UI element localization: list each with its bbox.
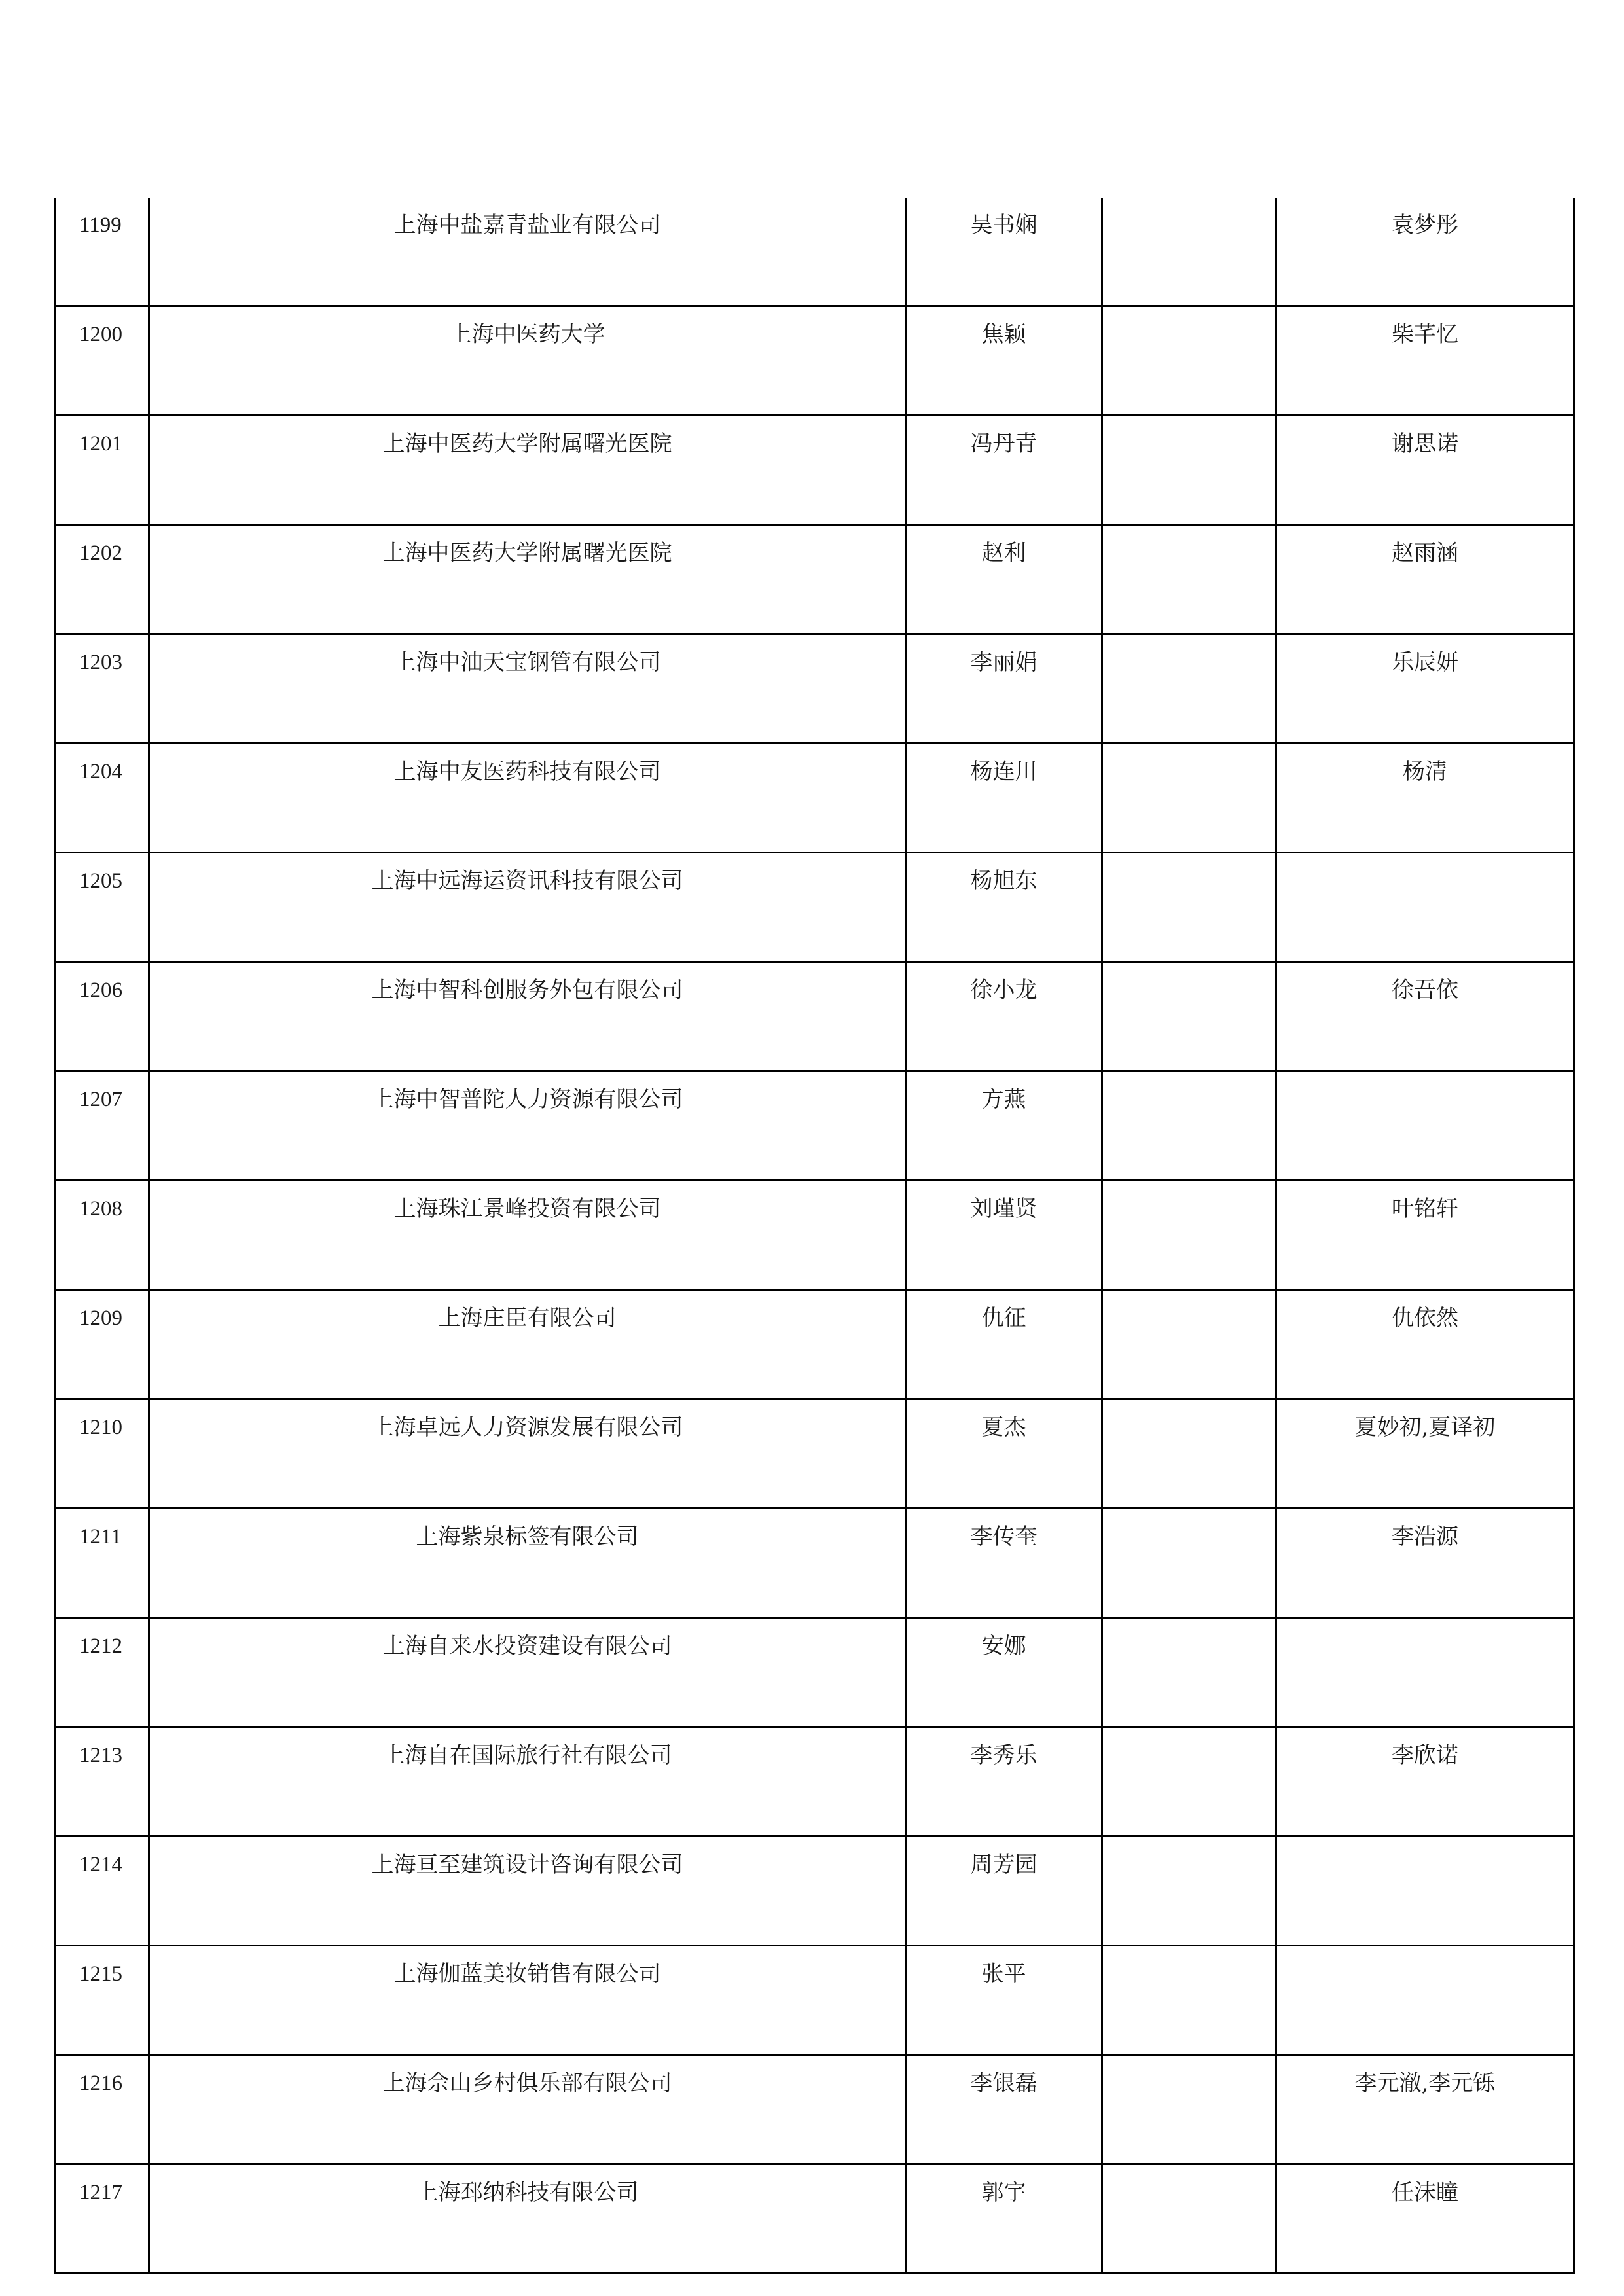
child-cell: 杨清 [1276, 744, 1574, 853]
row-number-cell: 1210 [55, 1399, 149, 1509]
child-cell: 叶铭轩 [1276, 1181, 1574, 1290]
row-number-cell: 1212 [55, 1618, 149, 1727]
blank-cell [1102, 853, 1276, 962]
child-cell: 李浩源 [1276, 1509, 1574, 1618]
name-cell: 夏杰 [906, 1399, 1102, 1509]
child-cell: 李欣诺 [1276, 1727, 1574, 1837]
unit-cell: 上海自来水投资建设有限公司 [149, 1618, 906, 1727]
row-number-cell: 1211 [55, 1509, 149, 1618]
table-row [55, 1509, 1574, 1618]
table-row [55, 1071, 1574, 1181]
unit-cell: 上海佘山乡村俱乐部有限公司 [149, 2055, 906, 2164]
table-row [55, 1727, 1574, 1837]
blank-cell [1102, 1837, 1276, 1946]
name-cell: 郭宇 [906, 2164, 1102, 2274]
table-row [55, 525, 1574, 634]
name-cell: 周芳园 [906, 1837, 1102, 1946]
row-number-cell: 1199 [55, 198, 149, 306]
name-cell: 安娜 [906, 1618, 1102, 1727]
table-row [55, 1618, 1574, 1727]
table-row [55, 198, 1574, 306]
unit-cell: 上海庄臣有限公司 [149, 1290, 906, 1399]
roster-table-body [55, 198, 1574, 2274]
name-cell: 李传奎 [906, 1509, 1102, 1618]
child-cell: 任沫瞳 [1276, 2164, 1574, 2274]
name-cell: 吴书娴 [906, 198, 1102, 306]
table-row [55, 2164, 1574, 2274]
unit-cell: 上海中智科创服务外包有限公司 [149, 962, 906, 1071]
row-number-cell: 1213 [55, 1727, 149, 1837]
blank-cell [1102, 962, 1276, 1071]
child-cell: 赵雨涵 [1276, 525, 1574, 634]
row-number-cell: 1209 [55, 1290, 149, 1399]
child-cell: 夏妙初,夏译初 [1276, 1399, 1574, 1509]
table-row [55, 962, 1574, 1071]
child-cell: 乐辰妍 [1276, 634, 1574, 744]
blank-cell [1102, 2055, 1276, 2164]
child-cell [1276, 853, 1574, 962]
row-number-cell: 1205 [55, 853, 149, 962]
name-cell: 徐小龙 [906, 962, 1102, 1071]
row-number-cell: 1202 [55, 525, 149, 634]
row-number-cell: 1217 [55, 2164, 149, 2274]
row-number-cell: 1215 [55, 1946, 149, 2055]
blank-cell [1102, 525, 1276, 634]
table-row [55, 306, 1574, 416]
unit-cell: 上海紫泉标签有限公司 [149, 1509, 906, 1618]
name-cell: 刘瑾贤 [906, 1181, 1102, 1290]
child-cell [1276, 1071, 1574, 1181]
blank-cell [1102, 1618, 1276, 1727]
unit-cell: 上海自在国际旅行社有限公司 [149, 1727, 906, 1837]
table-row [55, 1837, 1574, 1946]
row-number-cell: 1201 [55, 416, 149, 525]
row-number-cell: 1208 [55, 1181, 149, 1290]
name-cell: 赵利 [906, 525, 1102, 634]
name-cell: 张平 [906, 1946, 1102, 2055]
blank-cell [1102, 1181, 1276, 1290]
child-cell: 徐吾依 [1276, 962, 1574, 1071]
unit-cell: 上海亘至建筑设计咨询有限公司 [149, 1837, 906, 1946]
table-row [55, 1399, 1574, 1509]
row-number-cell: 1200 [55, 306, 149, 416]
blank-cell [1102, 198, 1276, 306]
blank-cell [1102, 1071, 1276, 1181]
unit-cell: 上海中远海运资讯科技有限公司 [149, 853, 906, 962]
child-cell [1276, 1618, 1574, 1727]
blank-cell [1102, 306, 1276, 416]
unit-cell: 上海中智普陀人力资源有限公司 [149, 1071, 906, 1181]
child-cell: 谢思诺 [1276, 416, 1574, 525]
name-cell: 李秀乐 [906, 1727, 1102, 1837]
child-cell [1276, 1946, 1574, 2055]
row-number-cell: 1204 [55, 744, 149, 853]
table-row [55, 2055, 1574, 2164]
row-number-cell: 1216 [55, 2055, 149, 2164]
name-cell: 李银磊 [906, 2055, 1102, 2164]
table-row [55, 1181, 1574, 1290]
child-cell: 柴芊忆 [1276, 306, 1574, 416]
name-cell: 冯丹青 [906, 416, 1102, 525]
name-cell: 杨旭东 [906, 853, 1102, 962]
row-number-cell: 1207 [55, 1071, 149, 1181]
name-cell: 焦颖 [906, 306, 1102, 416]
blank-cell [1102, 744, 1276, 853]
row-number-cell: 1203 [55, 634, 149, 744]
table-row [55, 853, 1574, 962]
child-cell [1276, 1837, 1574, 1946]
unit-cell: 上海邳纳科技有限公司 [149, 2164, 906, 2274]
unit-cell: 上海中油天宝钢管有限公司 [149, 634, 906, 744]
unit-cell: 上海中医药大学附属曙光医院 [149, 525, 906, 634]
blank-cell [1102, 1946, 1276, 2055]
child-cell: 李元澈,李元铄 [1276, 2055, 1574, 2164]
roster-table [54, 198, 1575, 2274]
blank-cell [1102, 1727, 1276, 1837]
blank-cell [1102, 416, 1276, 525]
name-cell: 仇征 [906, 1290, 1102, 1399]
name-cell: 李丽娟 [906, 634, 1102, 744]
table-row [55, 416, 1574, 525]
table-row [55, 1946, 1574, 2055]
blank-cell [1102, 634, 1276, 744]
name-cell: 方燕 [906, 1071, 1102, 1181]
unit-cell: 上海中医药大学 [149, 306, 906, 416]
table-row [55, 634, 1574, 744]
blank-cell [1102, 1399, 1276, 1509]
table-row [55, 744, 1574, 853]
unit-cell: 上海卓远人力资源发展有限公司 [149, 1399, 906, 1509]
row-number-cell: 1214 [55, 1837, 149, 1946]
blank-cell [1102, 1509, 1276, 1618]
row-number-cell: 1206 [55, 962, 149, 1071]
unit-cell: 上海中盐嘉青盐业有限公司 [149, 198, 906, 306]
child-cell: 袁梦彤 [1276, 198, 1574, 306]
unit-cell: 上海中友医药科技有限公司 [149, 744, 906, 853]
name-cell: 杨连川 [906, 744, 1102, 853]
unit-cell: 上海伽蓝美妆销售有限公司 [149, 1946, 906, 2055]
blank-cell [1102, 2164, 1276, 2274]
blank-cell [1102, 1290, 1276, 1399]
unit-cell: 上海中医药大学附属曙光医院 [149, 416, 906, 525]
unit-cell: 上海珠江景峰投资有限公司 [149, 1181, 906, 1290]
table-row [55, 1290, 1574, 1399]
child-cell: 仇依然 [1276, 1290, 1574, 1399]
